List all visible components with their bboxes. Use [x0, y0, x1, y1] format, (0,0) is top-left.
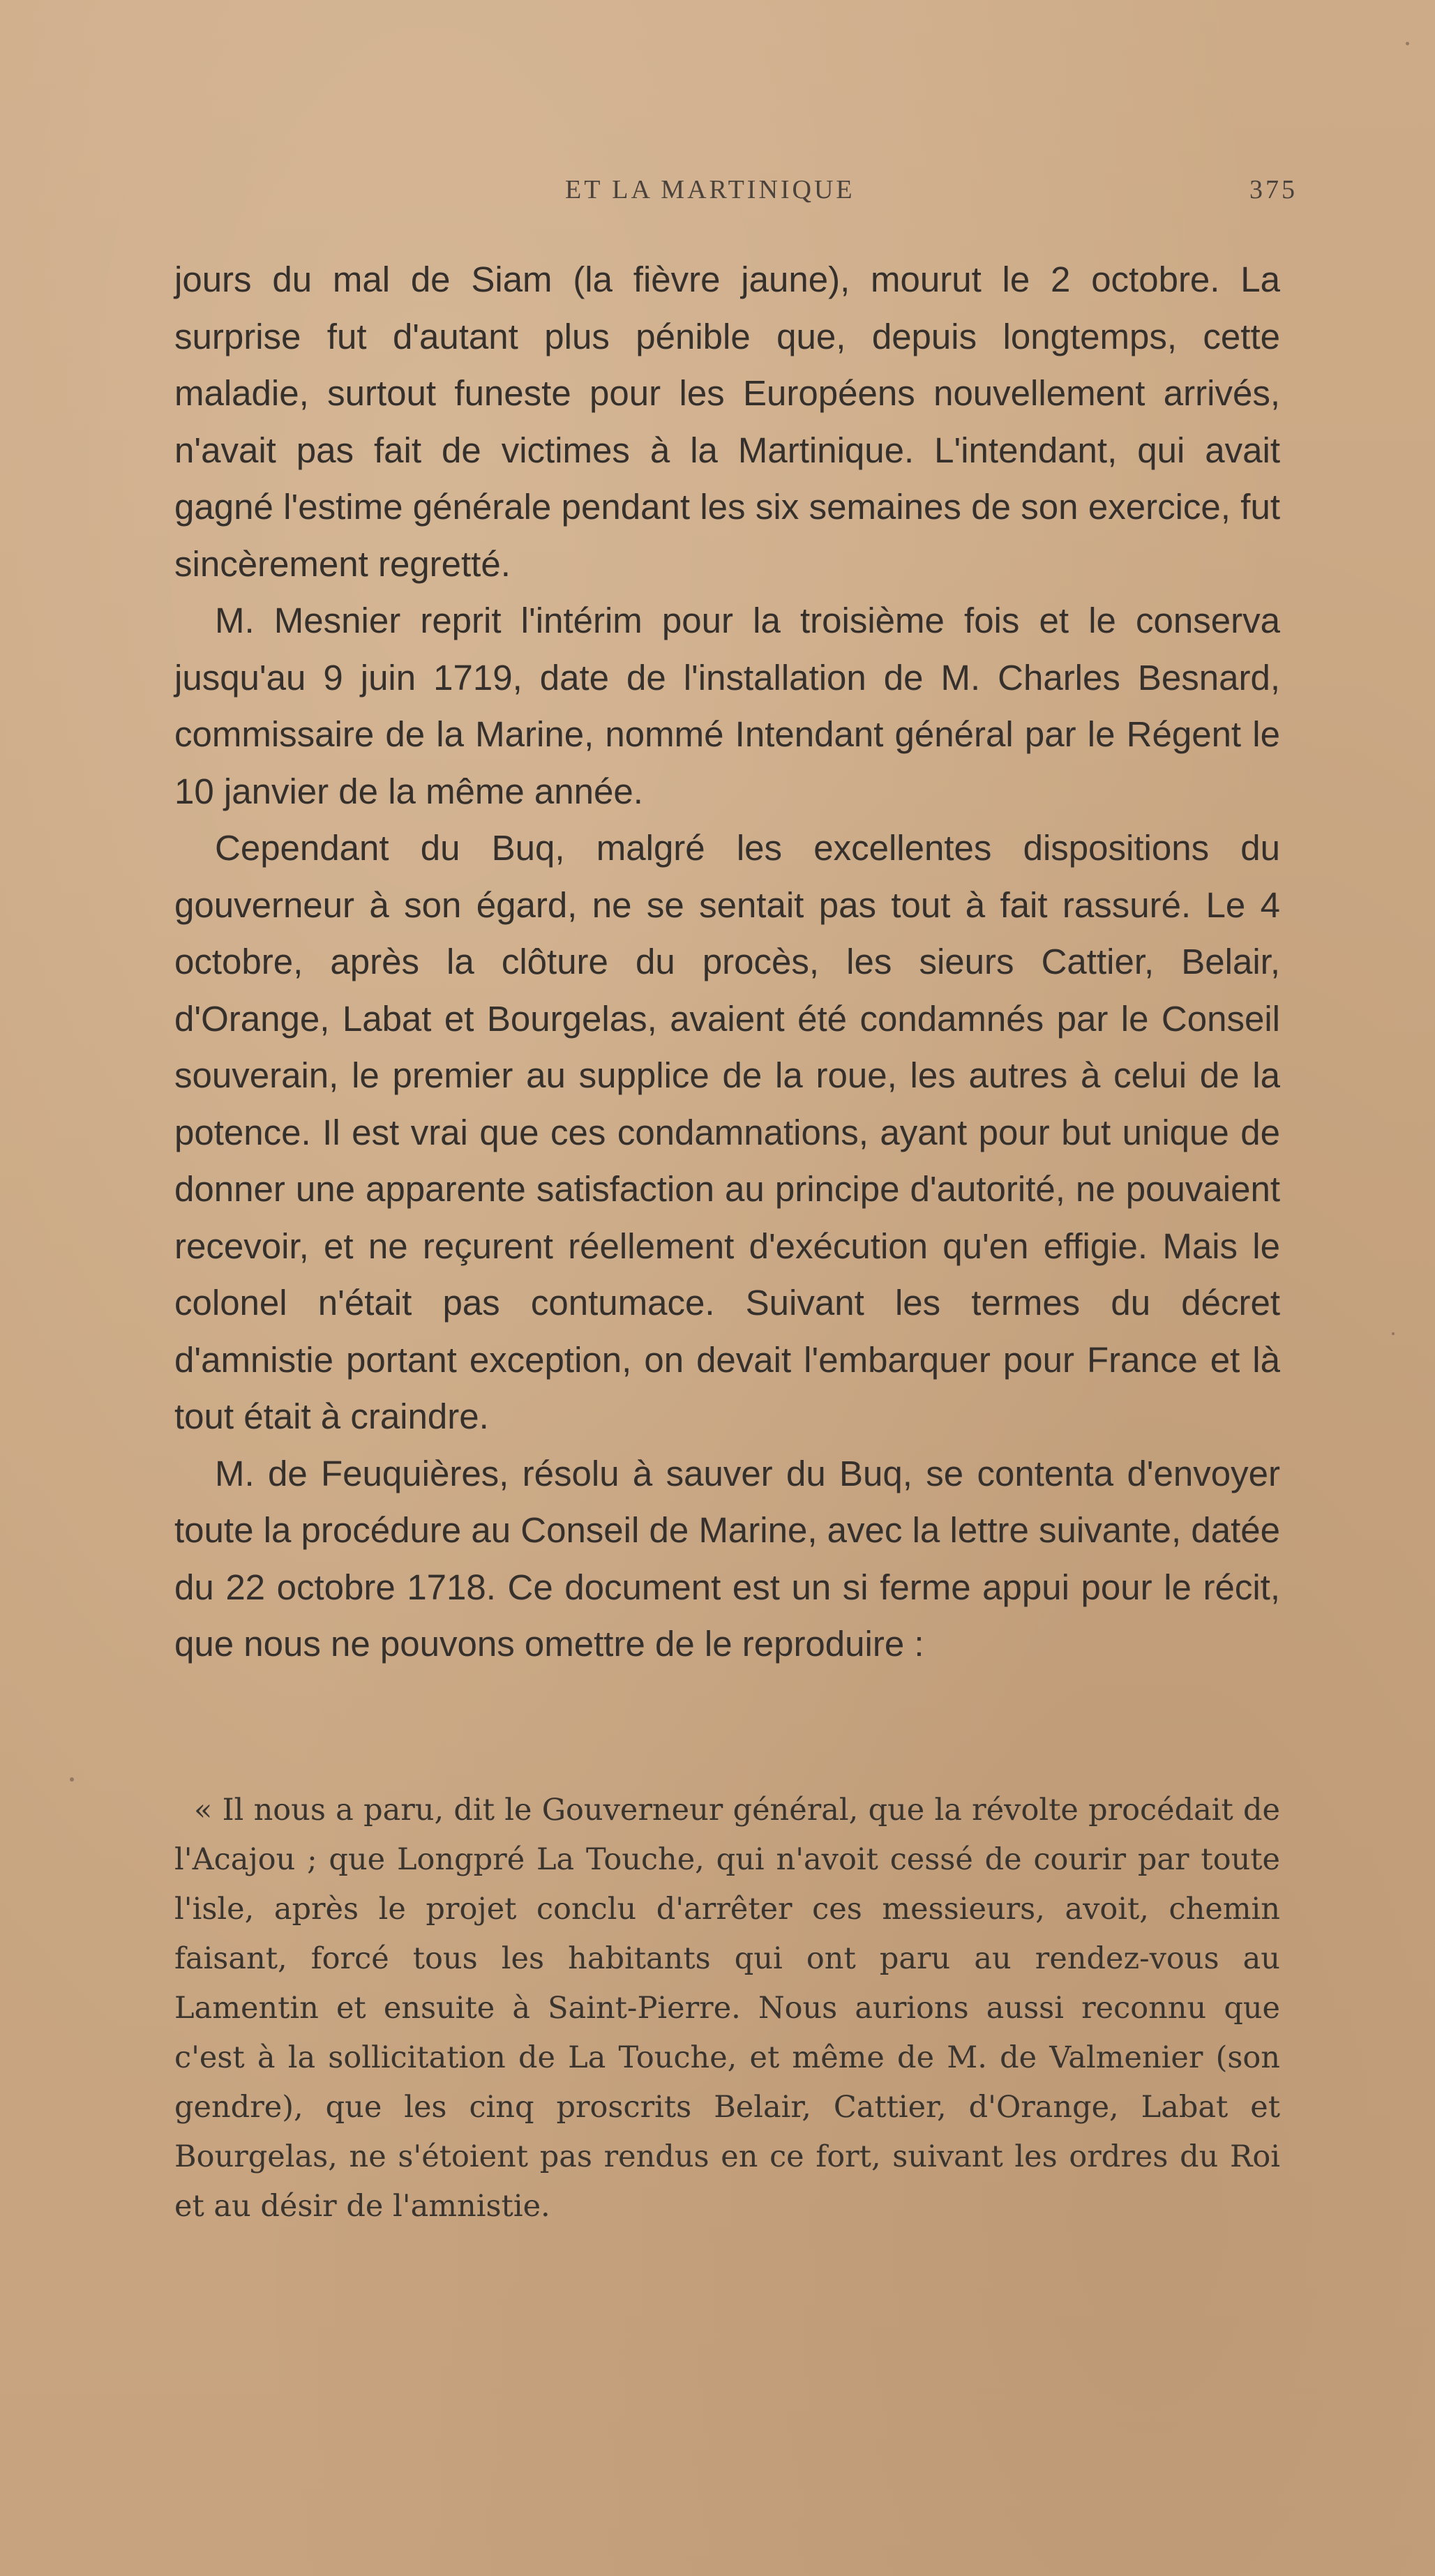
paper-speck — [1406, 42, 1409, 45]
block-quote — [174, 1786, 1280, 2231]
page-header — [565, 174, 1298, 216]
quote-text: « Il nous a paru, dit le Gouverneur général, que la révolte procédait de l'Acajou ; que Longpré La Touche, qui n'avoit cessé de courir par toute l'isle, après le projet conclu d'arrêter ces messieurs, avoit, chemin faisant, forcé tous les habitants qui ont paru au rendez-vous au Lamentin et ensuite à Saint-Pierre. Nous aurions aussi reconnu que c'est à la sollicitation de La Touche, et même de M. de Valmenier (son gendre), que les cinq proscrits Belair, Cattier, d'Orange, Labat et Bourgelas, ne s'étoient pas rendus en ce fort, suivant les ordres du Roi et au désir de l'amnistie. — [174, 1793, 1280, 2224]
body-text — [174, 251, 1280, 1673]
paragraph-continued: jours du mal de Siam (la fièvre jaune), mourut le 2 octobre. La surprise fut d'autant plus pénible que, depuis longtemps, cette maladie, surtout funeste pour les Européens nouvellement arrivés, n'avait pas fait de victimes à la Martinique. L'intendant, qui avait gagné l'estime générale pendant les six semaines de son exercice, fut sincèrement regretté. — [174, 259, 1280, 584]
running-title: ET LA MARTINIQUE — [565, 175, 855, 204]
paper-speck — [1392, 1332, 1395, 1335]
paragraph: M. Mesnier reprit l'intérim pour la troisième fois et le conserva jusqu'au 9 juin 1719, date de l'installation de M. Charles Besnard, commissaire de la Marine, nommé Intendant général par le Régent le 10 janvier de la même année. — [174, 601, 1280, 811]
paragraph: Cependant du Buq, malgré les excellentes dispositions du gouverneur à son égard, ne se sentait pas tout à fait rassuré. Le 4 octobre, après la clôture du procès, les sieurs Cattier, Belair, d'Orange, Labat et Bourgelas, avaient été condamnés par le Conseil souverain, le premier au supplice de la roue, les autres à celui de la potence. Il est vrai que ces condamnations, ayant pour but unique de donner une apparente satisfaction au principe d'autorité, ne pouvaient recevoir, et ne reçurent réellement d'exécution qu'en effigie. Mais le colonel n'était pas contumace. Suivant les termes du décret d'amnistie portant exception, on devait l'embarquer pour France et là tout était à craindre. — [174, 828, 1280, 1436]
paper-speck — [70, 1777, 74, 1782]
paragraph: M. de Feuquières, résolu à sauver du Buq, se contenta d'envoyer toute la procédure au Conseil de Marine, avec la lettre suivante, datée du 22 octobre 1718. Ce document est un si ferme appui pour le récit, que nous ne pouvons omettre de le reproduire : — [174, 1453, 1280, 1664]
page-number: 375 — [1249, 175, 1298, 204]
